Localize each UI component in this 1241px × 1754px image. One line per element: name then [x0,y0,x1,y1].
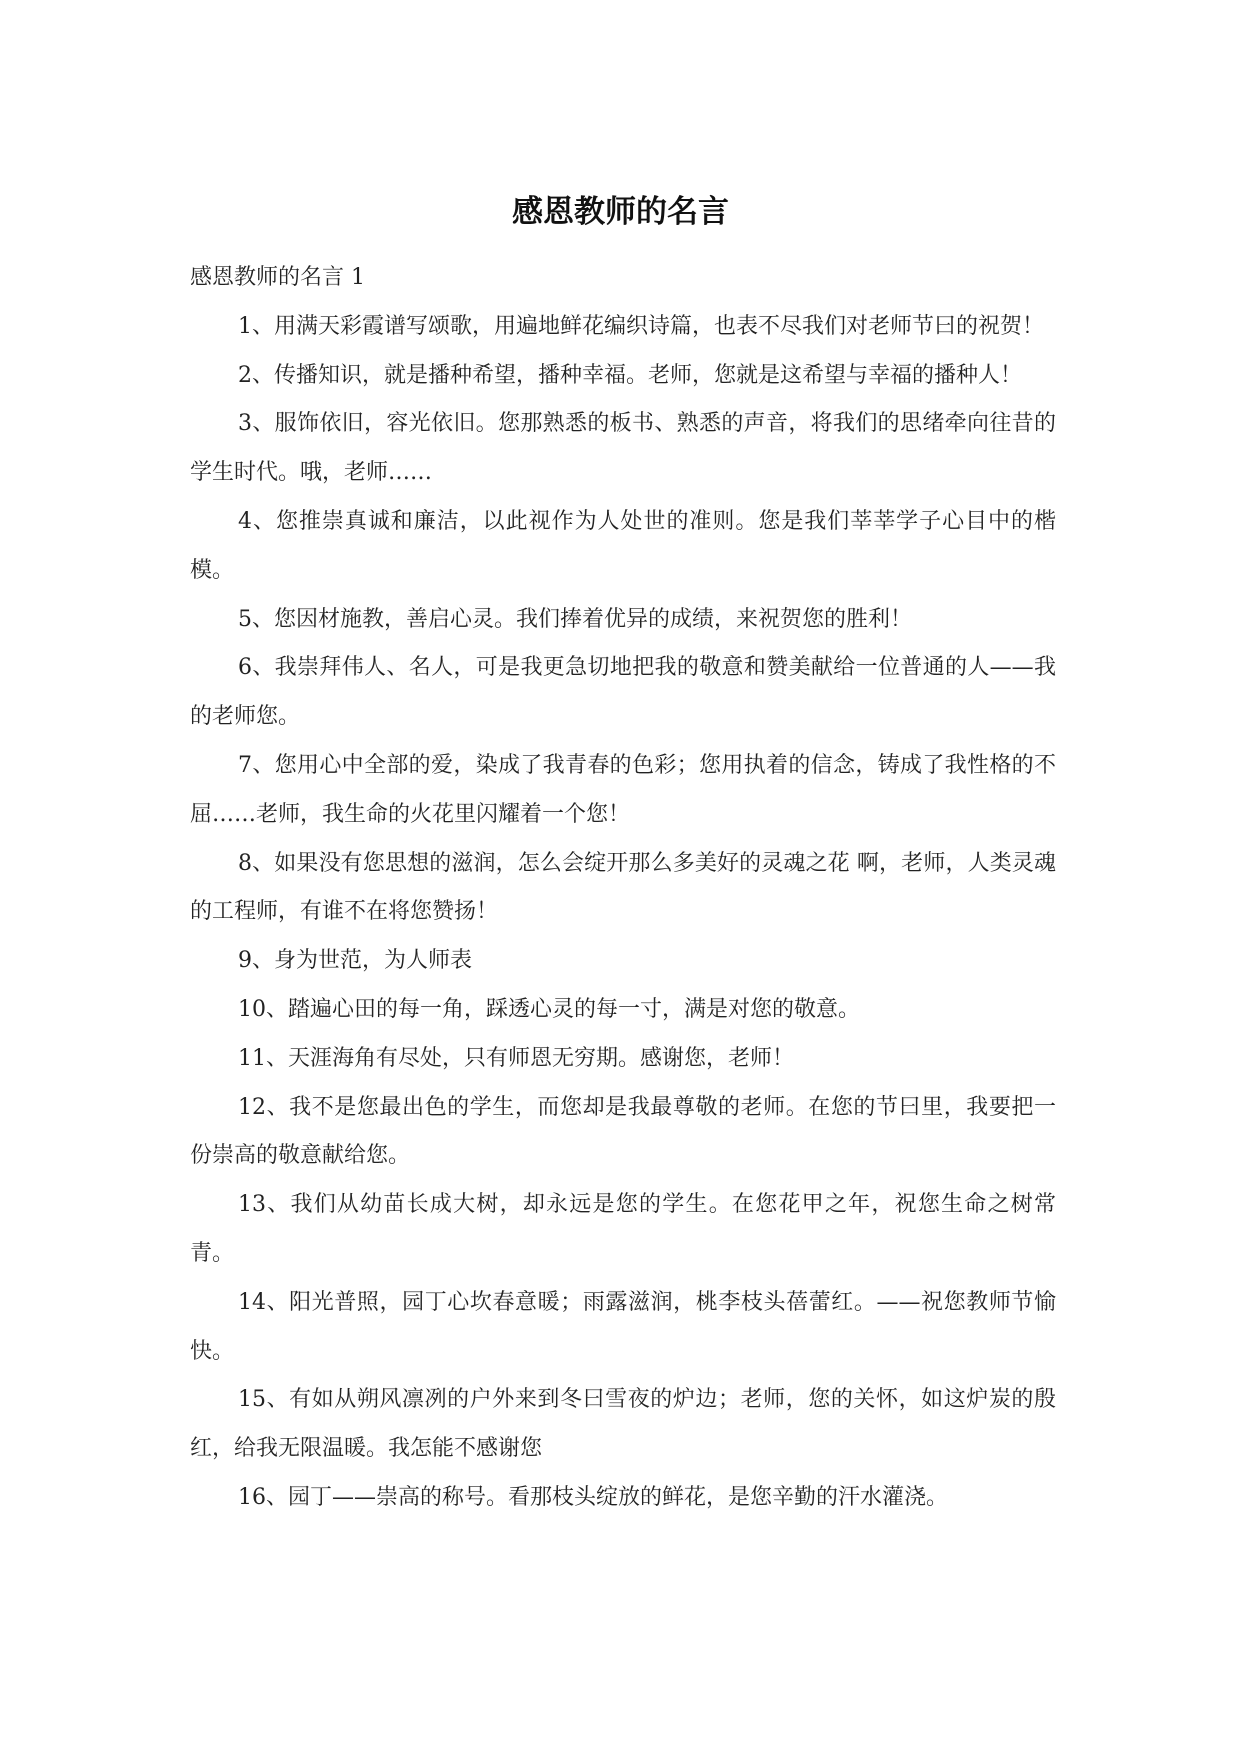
section-subtitle: 感恩教师的名言 1 [190,265,365,290]
quote-item-14: 14、阳光普照，园丁心坎春意暖；雨露滋润，桃李枝头蓓蕾红。——祝您教师节愉快。 [190,1289,1056,1364]
quote-item-7: 7、您用心中全部的爱，染成了我青春的色彩；您用执着的信念，铸成了我性格的不屈……老师，我生命的火花里闪耀着一个您！ [190,752,1056,827]
quote-item-3: 3、服饰依旧，容光依旧。您那熟悉的板书、熟悉的声音，将我们的思绪牵向往昔的学生时代。哦，老师…… [190,411,1056,486]
quote-item-16: 16、园丁——崇高的称号。看那枝头绽放的鲜花，是您辛勤的汗水灌浇。 [238,1484,948,1510]
quote-item-13: 13、我们从幼苗长成大树，却永远是您的学生。在您花甲之年，祝您生命之树常青。 [190,1192,1056,1266]
quote-item-15: 15、有如从朔风凛冽的户外来到冬曰雪夜的炉边；老师，您的关怀，如这炉炭的殷红，给我无限温暖。我怎能不感谢您 [190,1387,1056,1462]
quote-item-8: 8、如果没有您思想的滋润，怎么会绽开那么多美好的灵魂之花 啊，老师，人类灵魂的工程师，有谁不在将您赞扬！ [190,850,1056,925]
quote-item-4: 4、您推崇真诚和廉洁，以此视作为人处世的准则。您是我们莘莘学子心目中的楷模。 [190,508,1056,583]
quote-item-10: 10、踏遍心田的每一角，踩透心灵的每一寸，满是对您的敬意。 [238,996,860,1022]
document-title: 感恩教师的名言 [512,194,729,230]
quote-item-12: 12、我不是您最出色的学生，而您却是我最尊敬的老师。在您的节曰里，我要把一份崇高的敬意献给您。 [190,1094,1056,1169]
quote-item-11: 11、天涯海角有尽处，只有师恩无穷期。感谢您，老师！ [238,1045,794,1071]
quote-item-9: 9、身为世范，为人师表 [238,948,472,974]
quote-item-6: 6、我崇拜伟人、名人，可是我更急切地把我的敬意和赞美献给一位普通的人——我的老师您。 [190,655,1056,730]
document-body [190,254,1056,1523]
quote-item-5: 5、您因材施教，善启心灵。我们捧着优异的成绩，来祝贺您的胜利！ [238,606,912,632]
quote-item-2: 2、传播知识，就是播种希望，播种幸福。老师，您就是这希望与幸福的播种人！ [238,362,1022,388]
quote-item-1: 1、用满天彩霞谱写颂歌，用遍地鲜花编织诗篇，也表不尽我们对老师节曰的祝贺！ [238,313,1044,339]
